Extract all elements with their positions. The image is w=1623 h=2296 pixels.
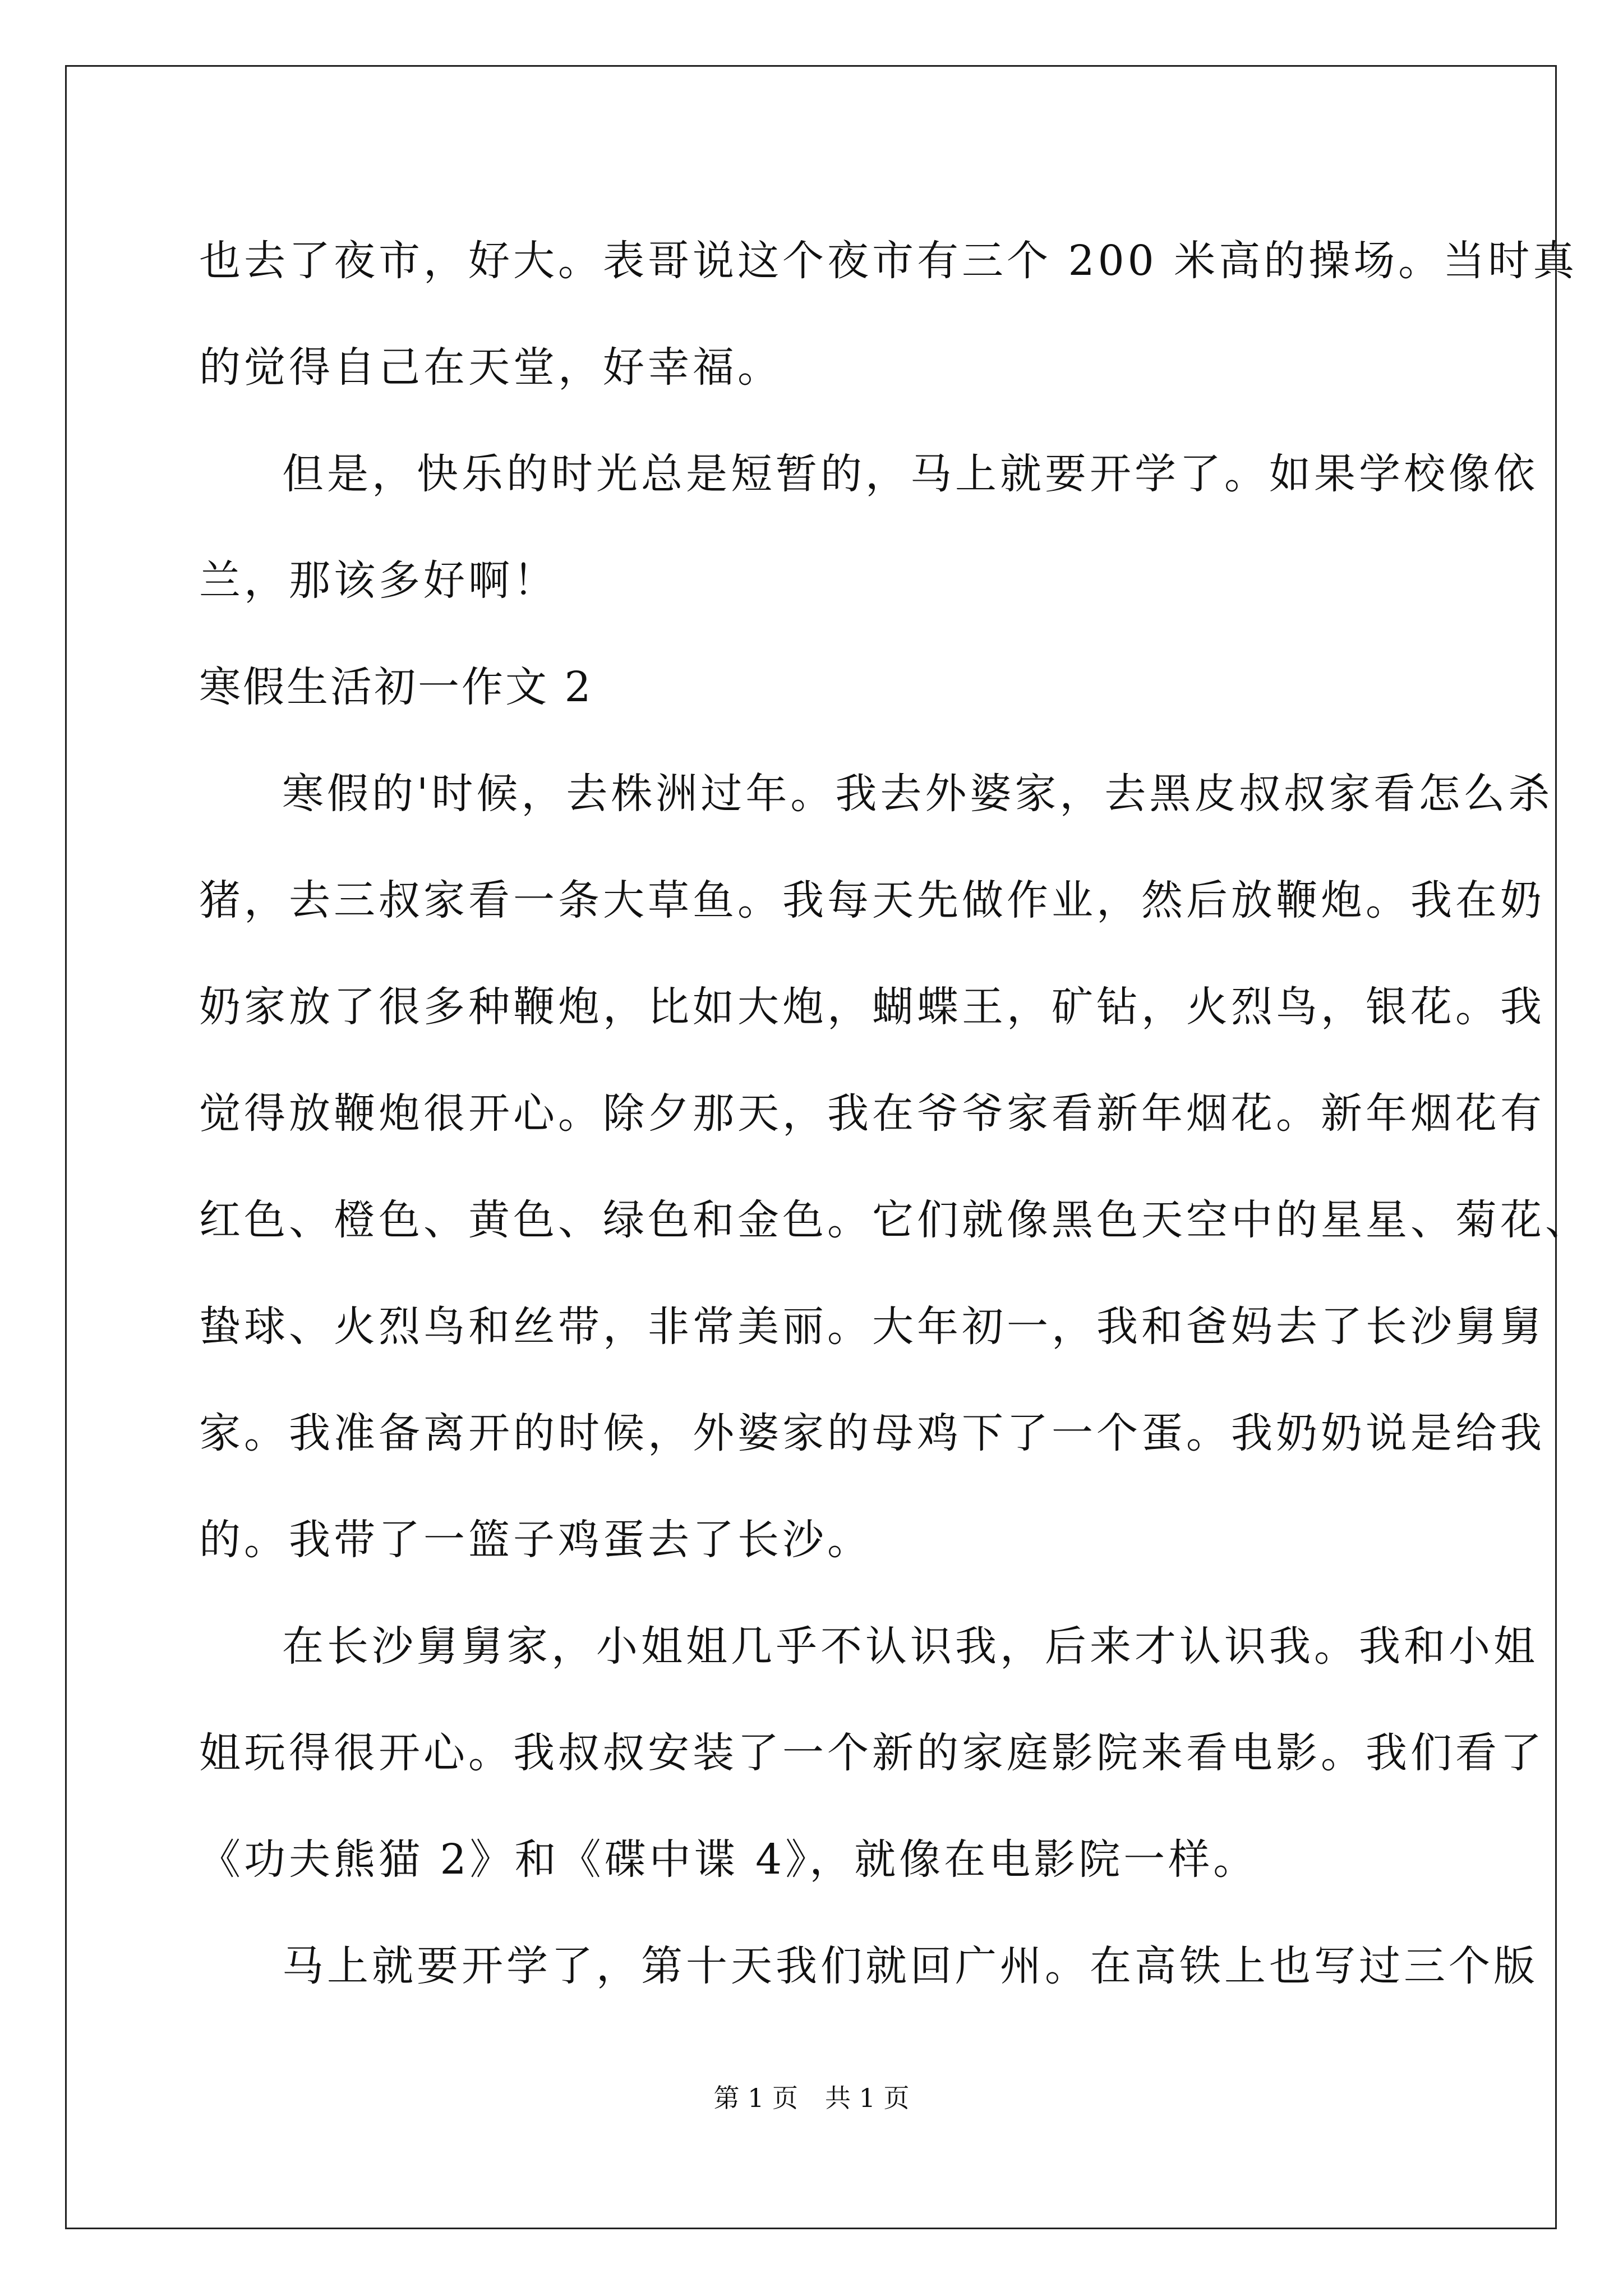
text-line: 也去了夜市，好大。表哥说这个夜市有三个 200 米高的操场。当时真: [199, 237, 1578, 285]
page-total: 共 1 页: [825, 2083, 910, 2113]
text-line: 的觉得自己在天堂，好幸福。: [199, 343, 782, 392]
page-number: 第 1 页: [713, 2083, 798, 2113]
text-line: 兰，那该多好啊！: [199, 556, 558, 605]
document-body: [199, 208, 1590, 2019]
text-line: 红色、橙色、黄色、绿色和金色。它们就像黑色天空中的星星、菊花、: [199, 1196, 1590, 1244]
text-line: 但是，快乐的时光总是短暂的，马上就要开学了。如果学校像依: [282, 450, 1538, 498]
text-line: 奶家放了很多种鞭炮，比如大炮，蝴蝶王，矿钻，火烈鸟，银花。我: [199, 983, 1545, 1031]
text-line: 的。我带了一篮子鸡蛋去了长沙。: [199, 1516, 872, 1564]
text-line: 蛰球、火烈鸟和丝带，非常美丽。大年初一，我和爸妈去了长沙舅舅: [199, 1303, 1545, 1351]
text-line: 《功夫熊猫 2》和《碟中谍 4》，就像在电影院一样。: [199, 1835, 1258, 1884]
section-heading: 寒假生活初一作文 2: [199, 663, 593, 711]
text-line: 寒假的'时候，去株洲过年。我去外婆家，去黑皮叔叔家看怎么杀: [282, 770, 1553, 818]
text-line: 觉得放鞭炮很开心。除夕那天，我在爷爷家看新年烟花。新年烟花有: [199, 1089, 1545, 1138]
text-line: 姐玩得很开心。我叔叔安装了一个新的家庭影院来看电影。我们看了: [199, 1729, 1545, 1777]
text-line: 在长沙舅舅家，小姐姐几乎不认识我，后来才认识我。我和小姐: [282, 1622, 1538, 1671]
text-line: 猪，去三叔家看一条大草鱼。我每天先做作业，然后放鞭炮。我在奶: [199, 876, 1545, 924]
page-footer: [0, 2081, 1623, 2115]
text-line: 家。我准备离开的时候，外婆家的母鸡下了一个蛋。我奶奶说是给我: [199, 1409, 1545, 1457]
text-line: 马上就要开学了，第十天我们就回广州。在高铁上也写过三个版: [282, 1942, 1538, 1990]
